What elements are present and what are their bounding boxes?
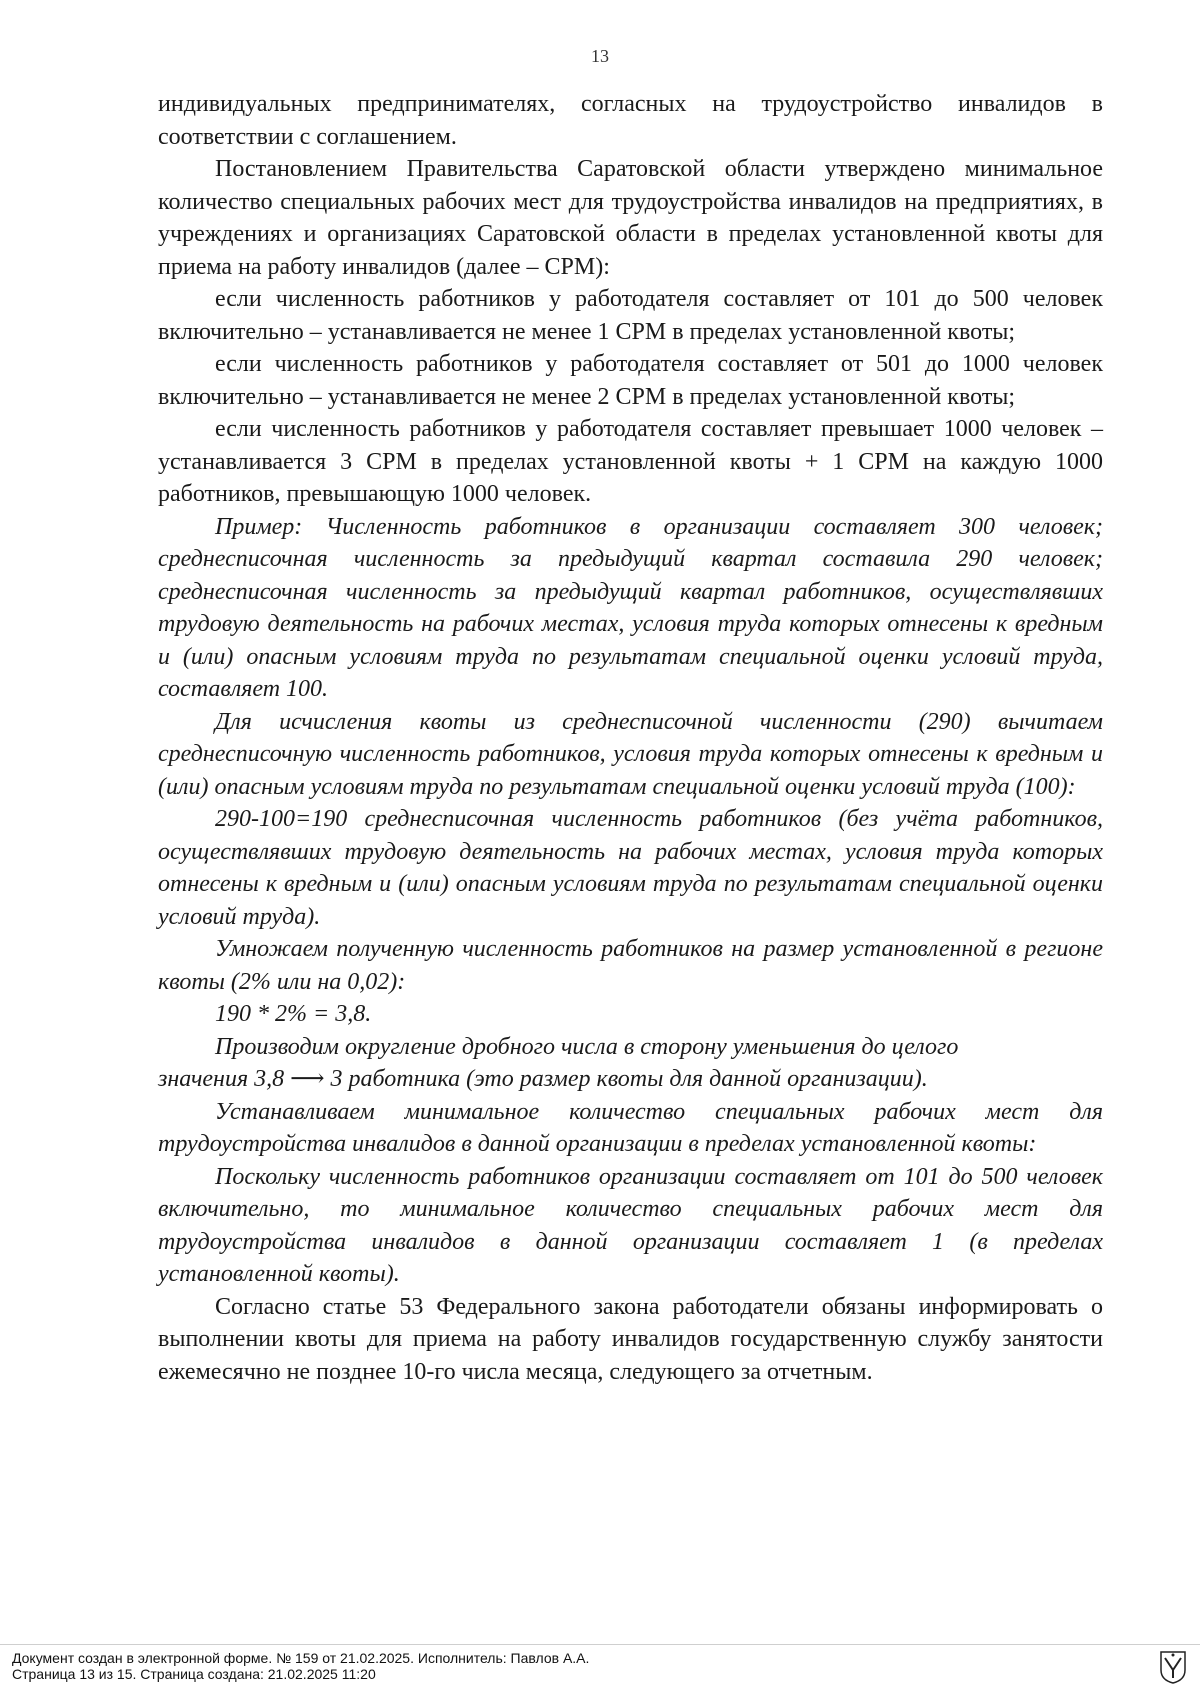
page-number: 13 [591,46,609,66]
footer-line-2: Страница 13 из 15. Страница создана: 21.02.2025 11:20 [12,1666,376,1682]
conclusion-paragraph: Поскольку численность работников организации составляет от 101 до 500 человек включительно, то минимальное количество специальных рабочих мест для трудоустройства инвалидов в данной организации составляет 1 (в пределах установленной квоты). [158,1163,1103,1287]
footer [12,1650,1112,1682]
paragraph-2: Постановлением Правительства Саратовской области утверждено минимальное количество специальных рабочих мест для трудоустройства инвалидов на предприятиях, в учреждениях и организациях Саратовской области в пределах установленной квоты для приема на работу инвалидов (далее – СРМ): [158,156,1103,280]
multiply-paragraph: Умножаем полученную численность работников на размер установленной в регионе квоты (2% или на 0,02): [158,936,1103,995]
footer-divider [0,1644,1200,1645]
arrow-right-icon: ⟶ [290,1066,325,1092]
saratov-emblem-icon [1160,1650,1186,1684]
paragraph-4: если численность работников у работодателя составляет от 501 до 1000 человек включительно – устанавливается не менее 2 СРМ в пределах установленной квоты; [158,351,1103,410]
set-minimum-paragraph: Устанавливаем минимальное количество специальных рабочих мест для трудоустройства инвалидов в данной организации в пределах установленной квоты: [158,1098,1103,1157]
document-body [158,88,1103,1388]
quota-calc-paragraph: Для исчисления квоты из среднесписочной численности (290) вычитаем среднесписочную численность работников, условия труда которых отнесены к вредным и (или) опасным условиям труда по результатам специальной оценки условий труда (100): [158,708,1103,800]
subtraction-paragraph: 290-100=190 среднесписочная численность работников (без учёта работников, осуществлявших трудовую деятельность на рабочих местах, условия труда которых отнесены к вредным и (или) опасным условиям труда по результатам специальной оценки условий труда). [158,806,1103,930]
formula-line: 190 * 2% = 3,8. [215,1001,372,1027]
law-article-paragraph: Согласно статье 53 Федерального закона работодатели обязаны информировать о выполнении квоты для приема на работу инвалидов государственную службу занятости ежемесячно не позднее 10-го числа месяца, следующего за отчетным. [158,1293,1103,1385]
rounding-result-line [158,1063,1103,1096]
rounding-before: значения 3,8 [158,1066,285,1092]
paragraph-3: если численность работников у работодателя составляет от 101 до 500 человек включительно – устанавливается не менее 1 СРМ в пределах установленной квоты; [158,286,1103,345]
footer-line-1: Документ создан в электронной форме. № 159 от 21.02.2025. Исполнитель: Павлов А.А. [12,1650,590,1666]
rounding-paragraph: Производим округление дробного числа в сторону уменьшения до целого [215,1033,959,1060]
rounding-after: 3 работника (это размер квоты для данной организации). [330,1066,928,1092]
example-paragraph: Пример: Численность работников в организации составляет 300 человек; среднесписочная численность за предыдущий квартал составила 290 человек; среднесписочная численность за предыдущий квартал работников, осуществлявших трудовую деятельность на рабочих местах, условия труда которых отнесены к вредным и (или) опасным условиям труда по результатам специальной оценки условий труда, составляет 100. [158,513,1103,702]
paragraph-1: индивидуальных предпринимателях, согласных на трудоустройство инвалидов в соответствии с соглашением. [158,91,1103,150]
paragraph-5: если численность работников у работодателя составляет превышает 1000 человек – устанавливается 3 СРМ в пределах установленной квоты + 1 СРМ на каждую 1000 работников, превышающую 1000 человек. [158,416,1103,507]
